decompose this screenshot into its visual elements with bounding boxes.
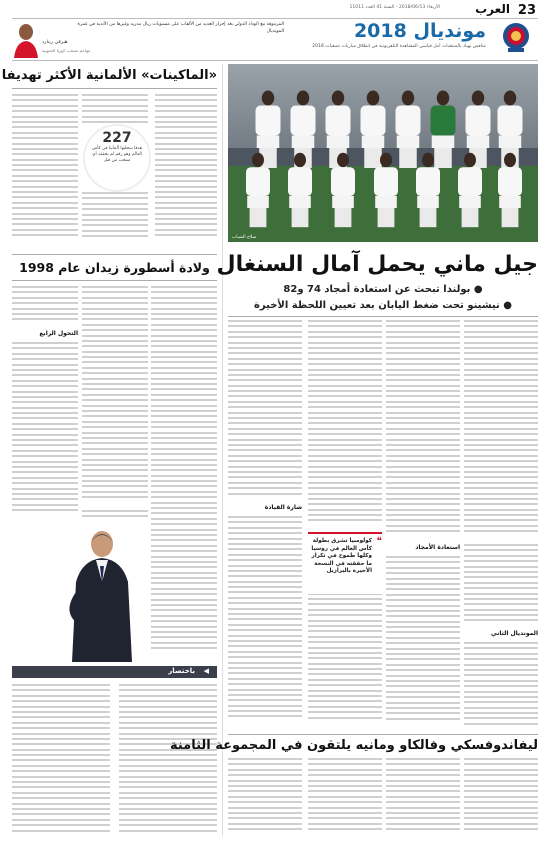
germany-body-col-mid [82,94,148,124]
senegal-subhead-3: شارة القيادة [264,504,302,511]
brief-heading: باختصار [168,667,195,675]
group-headline: ليفاندوفسكي وفالكاو ومانيه يلتقون في المجموعة الثامنة [169,738,538,753]
brief-header-bar [12,666,217,678]
quote-mark-icon: ❝ [376,536,382,547]
zidane-article [12,254,217,664]
masthead [0,0,550,62]
page-number: 23 [517,3,536,18]
senegal-deck-1 [228,284,538,295]
zidane-headline: ولادة أسطورة زيدان عام 1998 [19,260,210,275]
senegal-col-1-c [464,642,538,728]
group-col-4 [228,758,302,838]
senegal-subhead-2: المونديال الثاني [491,630,538,637]
group-col-2 [386,758,460,838]
deck-2-text: نيشينو تحت ضغط اليابان بعد تعيين اللحظة الأخيرة [254,300,500,311]
senegal-col-2 [386,320,460,540]
germany-stat-badge [83,124,151,192]
senegal-col-1 [464,320,538,538]
stat-number: 227 [102,130,132,146]
bullet-icon: ● [470,284,483,295]
section-title: مونديال 2018 [353,20,486,42]
deck-1-text: بولندا تبحث عن استعادة أمجاد 74 و82 [283,284,471,295]
zidane-photo [12,522,144,662]
germany-headline: «الماكينات» الألمانية الأكثر تهديفا [1,68,217,83]
germany-body-col-right [155,94,217,239]
senegal-team-photo [228,64,538,242]
germany-body-col-mid-b [82,192,148,242]
senegal-col-2-b [386,556,460,728]
senegal-col-3 [308,320,382,528]
header-quote: المرموقة مع الوداد الدولي بعد إحراز العديد من الألقاب على مستويات ريال مدريد وغيرها من الأندية في غمرة المونديال [77,22,284,34]
quote-author-role: مهاجم منتخب كوريا الجنوبية [42,48,91,53]
senegal-deck-2 [228,300,538,311]
germany-body-col-left [12,94,78,242]
senegal-body [228,320,538,732]
senegal-pull-quote [308,532,382,595]
bullet-icon: ● [499,300,512,311]
quote-author-photo [12,20,40,58]
brief-col-left [12,684,110,834]
section-subtitle: منافس بهياد بالمنتخبات أمل قياسي المشاهدة التلفزيونية في انطلاق مباريات تصفيات 2018 [312,44,486,49]
zidane-body-col-left [12,286,78,326]
brief-arrow-icon: ◀ [203,667,209,675]
photo-credit: سلاح الشباب [232,235,257,240]
zidane-subhead: التحول الرابع [39,330,78,337]
group-col-3 [308,758,382,838]
zidane-body-col-mid-b [82,510,148,520]
senegal-col-1-b [464,544,538,626]
senegal-subhead-1: استعادة الأمجاد [415,544,460,551]
brief-col-right [119,684,217,834]
stat-caption: هدفا سجلتها ألمانيا في كأس العالم وهو رقم لم يحققه أي منتخب من قبل [91,146,143,163]
group-col-1 [464,758,538,838]
zidane-body-col-left-b [12,342,78,518]
senegal-col-4 [228,320,302,500]
group-body [228,758,538,838]
senegal-col-4-b [228,516,302,728]
quote-author-name: هيرفي رينارد [42,40,68,45]
masthead-logo: العرب [475,2,510,16]
world-cup-emblem-icon [494,20,538,54]
senegal-col-3-b [308,598,382,728]
senegal-headline: جيل ماني يحمل آمال السنغال [216,252,538,277]
zidane-body-col-right [151,286,217,658]
dateline: الأربعاء 2018/06/13 - السنة 41 العدد 11011 [349,5,440,10]
germany-article [1,64,217,254]
zidane-body-col-mid [82,286,148,506]
pull-quote-text: كولومبيا تشرق بطولة كأس العالم في روسيا وكلها طموح في تكرار ما حققته في النسخة الأخيرة بالبرازيل [311,538,372,575]
